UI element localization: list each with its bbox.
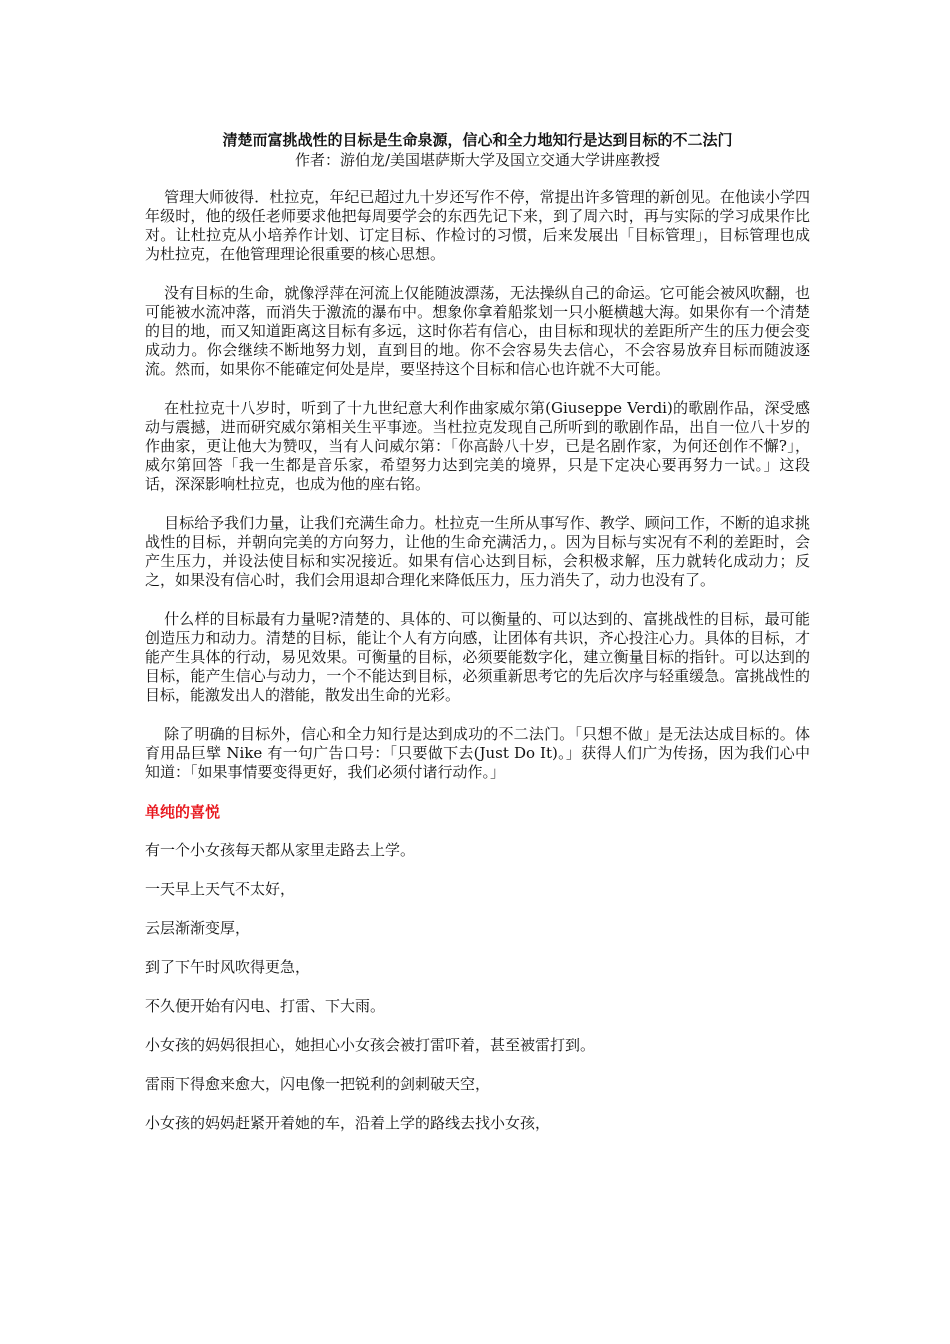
author-line: 作者：游伯龙/美国堪萨斯大学及国立交通大学讲座教授 [294,151,661,169]
paragraph-2: 没有目标的生命，就像浮萍在河流上仅能随波漂荡，无法操纵自己的命运。它可能会被风吹翻，也可能被水流冲落，而消失于激流的瀑布中。想象你拿着船浆划一只小艇横越大海。如果你有一个清楚的目的地，而又知道距离这目标有多远，这时你若有信心，由目标和现状的差距所产生的压力便会变成动力。你会继续不断地努力划，直到目的地。你不会容易失去信心，不会容易放弃目标而随波逐流。然而，如果你不能確定何处是岸，要坚持这个目标和信心也许就不大可能。 [145,284,810,378]
section-heading: 单纯的喜悦 [145,803,221,821]
story-line-4: 到了下午时风吹得更急， [145,958,311,976]
paragraph-6: 除了明确的目标外，信心和全力知行是达到成功的不二法门。「只想不做」是无法达成目标的。体育用品巨擘 Nike 有一句广告口号：「只要做下去(Just Do It)。」获得人们广为传扬，因为我们心中知道：「如果事情要变得更好，我们必须付诸行动作。」 [145,725,810,781]
story-line-6: 小女孩的妈妈很担心，她担心小女孩会被打雷吓着，甚至被雷打到。 [145,1036,596,1054]
paragraph-4: 目标给予我们力量，让我们充满生命力。杜拉克一生所从事写作、教学、顾问工作，不断的追求挑战性的目标，并朝向完美的方向努力，让他的生命充满活力，。因为目标与实况有不利的差距时，会产生压力，并设法使目标和实况接近。如果有信心达到目标，会积极求解，压力就转化成动力；反之，如果没有信心时，我们会用退却合理化来降低压力，压力消失了，动力也没有了。 [145,514,810,589]
story-line-8: 小女孩的妈妈赶紧开着她的车，沿着上学的路线去找小女孩， [145,1114,551,1132]
document-page [145,130,810,1152]
story-line-7: 雷雨下得愈来愈大，闪电像一把锐利的剑刺破天空， [145,1075,491,1093]
document-title: 清楚而富挑战性的目标是生命泉源，信心和全力地知行是达到目标的不二法门 [222,131,733,149]
story-line-3: 云层渐渐变厚， [145,919,251,937]
paragraph-5: 什么样的目标最有力量呢?清楚的、具体的、可以衡量的、可以达到的、富挑战性的目标，最可能创造压力和动力。清楚的目标，能让个人有方向感，让团体有共识，齐心投注心力。具体的目标，才能产生具体的行动，易见效果。可衡量的目标，必须要能数字化，建立衡量目标的指针。可以达到的目标，能产生信心与动力，一个不能达到目标，必须重新思考它的先后次序与轻重缓急。富挑战性的目标，能激发出人的潜能，散发出生命的光彩。 [145,610,810,704]
story-line-5: 不久便开始有闪电、打雷、下大雨。 [145,997,386,1015]
story-line-2: 一天早上天气不太好， [145,880,296,898]
paragraph-3: 在杜拉克十八岁时，听到了十九世纪意大利作曲家威尔第(Giuseppe Verdi)的歌剧作品，深受感动与震撼，进而研究威尔第相关生平事迹。当杜拉克发现自己所听到的歌剧作品，出自一位八十岁的作曲家，更让他大为赞叹，当有人问威尔第：「你高龄八十岁，已是名剧作家，为何还创作不懈?」，威尔第回答「我一生都是音乐家，希望努力达到完美的境界，只是下定决心要再努力一试。」这段话，深深影响杜拉克，也成为他的座右铭。 [145,399,810,493]
paragraph-1: 管理大师彼得．杜拉克，年纪已超过九十岁还写作不停，常提出许多管理的新创见。在他读小学四年级时，他的级任老师要求他把每周要学会的东西先记下来，到了周六时，再与实际的学习成果作比对。让杜拉克从小培养作计划、订定目标、作检讨的习惯，后来发展出「目标管理」，目标管理也成为杜拉克，在他管理理论很重要的核心思想。 [145,188,810,263]
story-line-1: 有一个小女孩每天都从家里走路去上学。 [145,841,416,859]
